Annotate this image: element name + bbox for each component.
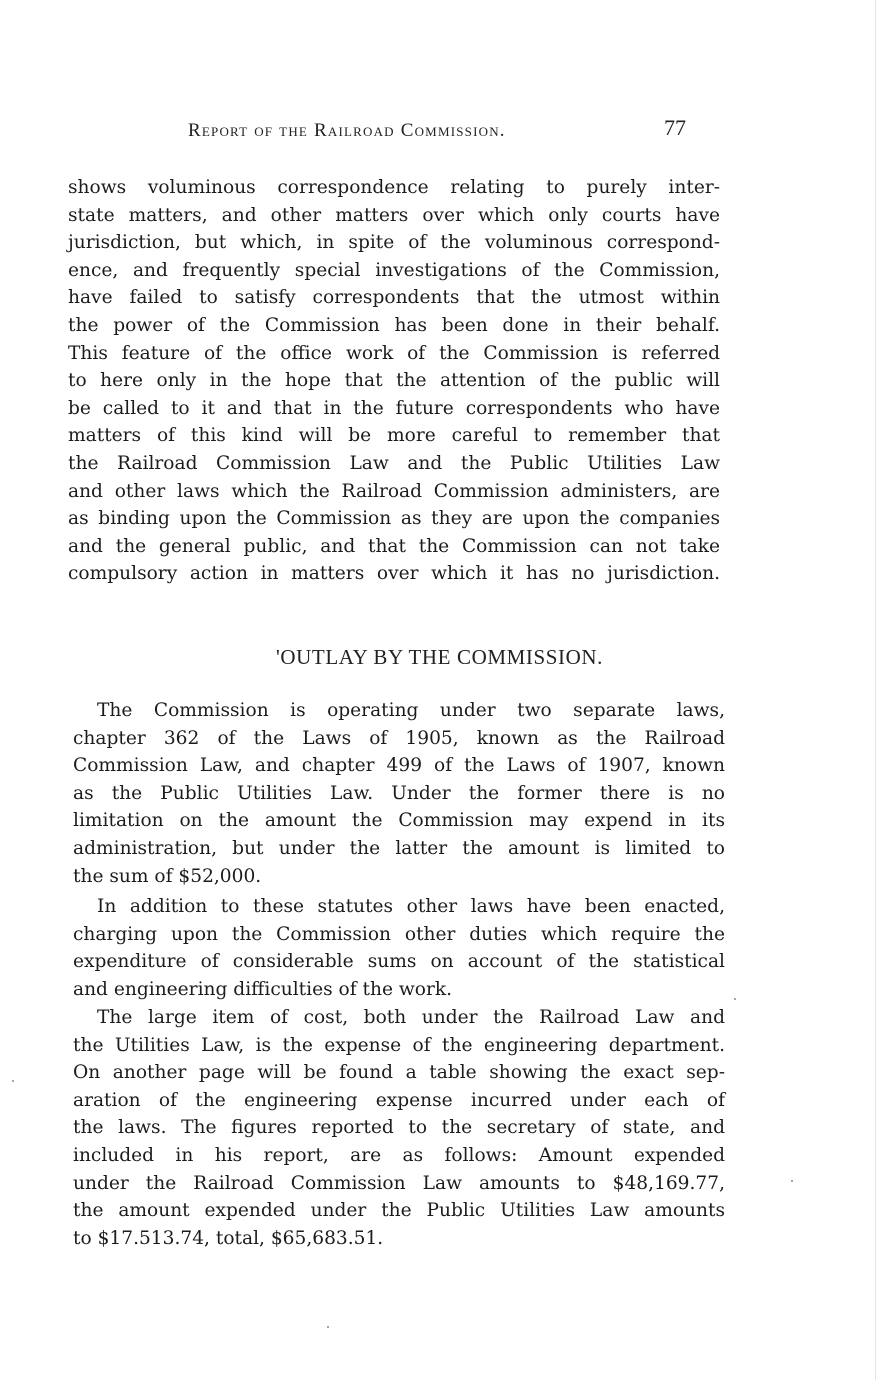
text-line: compulsory action in matters over which it has no jurisdiction. bbox=[68, 563, 720, 585]
text-line-indented bbox=[73, 1004, 725, 1032]
text-line: be called to it and that in the future correspondents who have bbox=[68, 397, 720, 419]
text-line: This feature of the office work of the Commission is referred bbox=[68, 342, 720, 364]
text-line: to $17.513.74, total, $65,683.51. bbox=[73, 1227, 384, 1249]
outlay-paragraph-2 bbox=[73, 893, 725, 1003]
text-line: state matters, and other matters over which only courts have bbox=[68, 204, 720, 226]
text-line: matters of this kind will be more careful to remember that bbox=[68, 425, 720, 447]
text-line: and other laws which the Railroad Commission administers, are bbox=[68, 480, 720, 502]
text-line: aration of the engineering expense incurred under each of bbox=[73, 1089, 725, 1111]
text-line: The large item of cost, both under the Railroad Law and bbox=[97, 1007, 725, 1028]
text-line: chapter 362 of the Laws of 1905, known as the Railroad bbox=[73, 727, 725, 749]
scan-speck bbox=[734, 998, 736, 1000]
text-line: charging upon the Commission other duties which require the bbox=[73, 923, 725, 945]
text-line-indented bbox=[73, 893, 725, 921]
text-line: limitation on the amount the Commission may expend in its bbox=[73, 810, 725, 832]
outlay-paragraph-3 bbox=[73, 1004, 725, 1252]
text-line: the Utilities Law, is the expense of the engineering department. bbox=[73, 1034, 725, 1056]
text-line: Commission Law, and chapter 499 of the Laws of 1907, known bbox=[73, 755, 725, 777]
text-line: administration, but under the latter the amount is limited to bbox=[73, 837, 725, 859]
text-line: the Railroad Commission Law and the Public Utilities Law bbox=[68, 452, 720, 474]
page-edge-line bbox=[875, 0, 876, 1380]
text-line: the laws. The figures reported to the secretary of state, and bbox=[73, 1117, 725, 1139]
text-line: The Commission is operating under two separate laws, bbox=[97, 700, 725, 721]
text-line: the sum of $52,000. bbox=[73, 865, 262, 887]
text-line: and engineering difficulties of the work. bbox=[73, 978, 453, 1000]
text-line: to here only in the hope that the attention of the public will bbox=[68, 370, 720, 392]
text-line: as binding upon the Commission as they are upon the companies bbox=[68, 508, 720, 530]
text-line: shows voluminous correspondence relating to purely inter- bbox=[68, 177, 720, 198]
text-line: the amount expended under the Public Utilities Law amounts bbox=[73, 1200, 725, 1222]
text-line: On another page will be found a table showing the exact sep- bbox=[73, 1062, 725, 1084]
text-line: included in his report, are as follows: Amount expended bbox=[73, 1144, 725, 1166]
text-line: In addition to these statutes other laws have been enacted, bbox=[97, 896, 725, 917]
scan-speck bbox=[791, 1180, 793, 1182]
text-line: and the general public, and that the Commission can not take bbox=[68, 535, 720, 557]
continuation-paragraph bbox=[68, 174, 720, 588]
text-line: expenditure of considerable sums on account of the statistical bbox=[73, 951, 725, 973]
section-heading: 'OUTLAY BY THE COMMISSION. bbox=[275, 645, 604, 669]
text-line: under the Railroad Commission Law amounts to $48,169.77, bbox=[73, 1172, 725, 1194]
text-line: have failed to satisfy correspondents that the utmost within bbox=[68, 287, 720, 309]
text-line: ence, and frequently special investigations of the Commission, bbox=[68, 259, 720, 281]
page-number: 77 bbox=[664, 115, 686, 140]
text-line-indented bbox=[73, 697, 725, 725]
text-line: as the Public Utilities Law. Under the former there is no bbox=[73, 782, 725, 804]
scan-speck bbox=[327, 1326, 329, 1328]
text-line: the power of the Commission has been done in their behalf. bbox=[68, 314, 720, 336]
scan-speck bbox=[12, 1080, 14, 1082]
text-line: jurisdiction, but which, in spite of the voluminous correspond- bbox=[68, 232, 720, 254]
running-header: Report of the Railroad Commission. bbox=[188, 120, 506, 141]
outlay-paragraph-1 bbox=[73, 697, 725, 890]
